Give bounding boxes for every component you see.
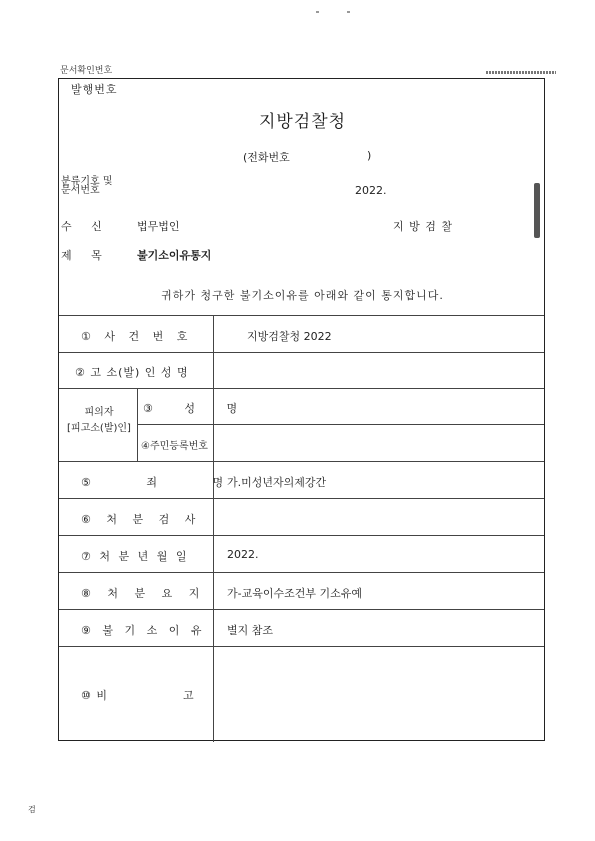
subject-value: 불기소이유통지 (137, 249, 212, 262)
row-divider (59, 609, 544, 610)
remarks-label-right: 고 (183, 689, 195, 702)
complainant-label: ② 고 소(발) 인 성 명 (75, 366, 189, 379)
row-divider (59, 535, 544, 536)
disposition-date-value: 2022. (227, 548, 259, 561)
suspect-name-label: ③ 성 명 (143, 402, 239, 415)
row-divider (59, 646, 544, 647)
table-top-border (59, 315, 544, 316)
classification-label-line2: 문서번호 (61, 185, 100, 196)
disposition-date-label: ⑦ 처 분 년 월 일 (81, 550, 188, 563)
phone-close: ) (367, 149, 372, 162)
reason-label: ⑨ 불 기 소 이 유 (81, 624, 203, 637)
remarks-label-left: ⑩ 비 (81, 689, 108, 702)
classification-label (61, 177, 112, 195)
disposition-summary-value: 가-교육이수조건부 기소유예 (227, 587, 362, 600)
suspect-group-label-line2: [피고소(발)인] (67, 423, 131, 434)
notice-text: 귀하가 청구한 불기소이유를 아래와 같이 통지합니다. (161, 289, 444, 302)
row-divider (59, 461, 544, 462)
reason-value: 별지 참조 (227, 624, 274, 637)
footer-mark: 검 (28, 805, 36, 814)
classification-label-line1: 분류기호 및 (61, 176, 113, 187)
row-divider (59, 572, 544, 573)
recipient-label: 수 신 (61, 220, 103, 233)
charge-value: 가.미성년자의제강간 (227, 476, 327, 489)
notice-form (58, 78, 545, 741)
suspect-group-label (63, 405, 135, 437)
scan-speck (316, 11, 319, 13)
case-number-label: ① 사 건 번 호 (81, 330, 189, 343)
subject-label: 제 목 (61, 249, 103, 262)
row-divider (137, 424, 544, 425)
suspect-id-label: ④주민등록번호 (141, 441, 208, 452)
agency-title: 지방검찰청 (258, 112, 347, 132)
suspect-group-label-line1: 피의자 (84, 407, 114, 418)
row-divider (59, 388, 544, 389)
scan-code-strip (486, 71, 556, 74)
column-divider (213, 315, 214, 742)
suspect-group-divider (137, 388, 138, 461)
document-check-number-label: 문서확인번호 (60, 66, 113, 76)
phone-label: (전화번호 (243, 151, 290, 164)
row-divider (59, 498, 544, 499)
sender-name: 지 방 검 찰 (393, 220, 453, 233)
document-date: 2022. (355, 184, 387, 197)
prosecutor-label: ⑥ 처 분 검 사 (81, 513, 197, 526)
scan-speck (347, 11, 350, 13)
row-divider (59, 352, 544, 353)
recipient-value: 법무법인 (137, 220, 180, 233)
case-number-value: 지방검찰청 2022 (247, 330, 332, 343)
issue-number-label: 발행번호 (71, 83, 118, 96)
charge-label: ⑤ 죄 명 (81, 476, 225, 489)
disposition-summary-label: ⑧ 처 분 요 지 (81, 587, 201, 600)
